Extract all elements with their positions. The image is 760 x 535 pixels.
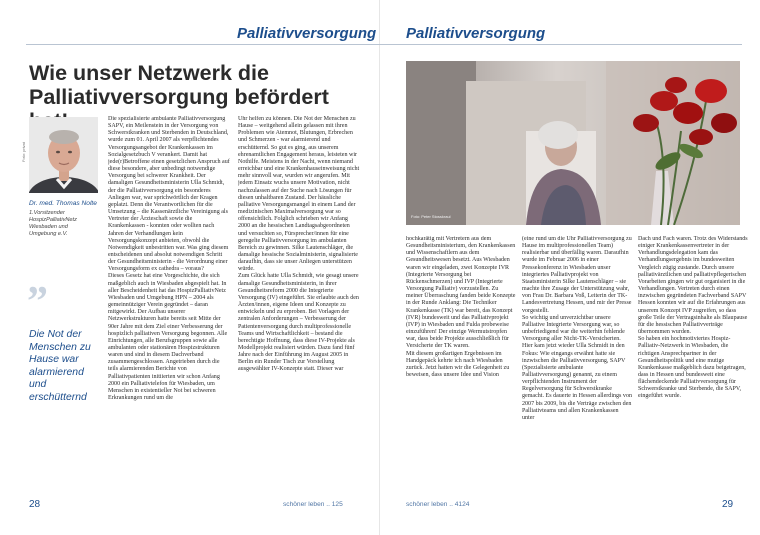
right-page bbox=[380, 0, 760, 535]
article-column-1 bbox=[108, 116, 230, 498]
photo-credit: Foto: Peter Stosskraul bbox=[411, 214, 451, 219]
paragraph: Dach und Fach waren. Trotz des Widerstands einiger Krankenkassenvertreter in der Verhandlungsdelegation kam das Verhandlungsergebnis im bundesweiten Vergleich zügig zustande. Durch unsere palliativärztlichen und palliativpflegerischen Vorarbeiten gingen wir gut organisiert in die Verhandlungen. Vertreten durch einen inzwischen gegründeten Fachverband SAPV Hessen konnten wir auf die Erfahrungen aus unserem Konzept IVP zugreifen, so dass große Teile der Vertragsinhalte als Blaupause für die hessischen Palliativverträge übernommen wurden. bbox=[638, 236, 748, 336]
pull-quote: Die Not der Menschen zu Hause war alarmierend und erschütternd bbox=[29, 329, 91, 403]
paragraph: (eine rund um die Uhr Palliativversorgung zu Hause im multiprofessionellen Team) realisierbar und überfällig waren. Daraufhin wurde im Februar 2006 in einer Pressekonferenz in Wiesbaden unser integriertes Palliativprojekt von Staatsministerin Silke Lautenschläger – sie machte ihre Zusage der Unterstützung wahr, von Frau Dr. Barbara Voß, Leiterin der TK-Landesvertretung Hessen, und mir der Presse vorgestellt. bbox=[522, 236, 632, 314]
section-rule bbox=[380, 44, 742, 45]
quote-mark-icon: ” bbox=[27, 279, 48, 325]
paragraph: So wichtig und unverzichtbar unsere Palliative Integrierte Versorgung war, so unbefriedigend war die weiterhin fehlende Versorgung aller Nicht-TK-Versicherten. Hier kam jetzt wieder Ulla Schmidt in den Fokus: Wie eingangs erwähnt hatte sie inzwischen die Palliativversorgung, SAPV (Spezialisierte ambulante Palliativversorgung) genannt, zu einem verpflichtenden Instrument der Regelversorgung für Schwerstkranke gemacht. Es dauerte in Hessen allerdings von 2007 bis 2009, bis die Verträge zwischen den Palliativteams und allen Krankenkassen unter bbox=[522, 314, 632, 421]
paragraph: Uhr helfen zu können. Die Not der Menschen zu Hause – weitgehend allein gelassen mit ihren Problemen wie Atemnot, Blutungen, Erbrechen und Schmerzen - war alarmierend und erschütternd. So gut es ging, aus unserem ehrenamtlichen Engagement heraus, leisteten wir Nothilfe. Meistens in der Nacht, wenn niemand erreichbar und eine Krankenhauseinweisung nicht mehr sinnvoll war, wurden wir angerufen. Mit jedem Einsatz wuchs unsere Motivation, nicht nachzulassen auf der Suche nach Lösungen für diesen unhaltbaren Zustand. Der häusliche palliative Versorgungsmangel in einem Land der medizinischen Maximalversorgung war so offensichtlich. Folglich schrieben wir Anfang 2000 an die hessischen Landtagsabgeordneten und versuchten so, Fürsprecher/innen für eine geregelte Palliativversorgung im ambulanten Bereich zu gewinnen. Silke Lautenschläger, die damalige hessische Sozialministerin, signalisierte daraufhin, dass sie unser Anliegen unterstützen würde. bbox=[238, 116, 360, 273]
article-column-5 bbox=[638, 236, 748, 498]
author-role: 1.Vorsitzender HospizPalliativNetz Wiesbaden und Umgebung e.V. bbox=[29, 210, 77, 237]
paragraph: Dieses Gesetz hat eine Vorgeschichte, die sich maßgeblich auch in Wiesbaden abgespielt hat. In aller Bescheidenheit hat das HospizPalliativNetz Wiesbaden und Umgebung HPN – 2004 als gemeinnütziger Verein gegründet – daran mitgewirkt. Der Aufbau unserer Netzwerkstrukturen hatte bereits seit Mitte der 90er Jahre mit dem Ziel einer Verbesserung der hospizlich palliativen Versorgung begonnen. Alle Einrichtungen, alle Berufsgruppen sowie alle ambulanten oder stationären Hospizstrukturen waren und sind in diesem Dachverband zusammengeschlossen. Angetrieben durch die teils alarmierenden Berichte von Palliativpatienten initiierten wir schon Anfang 2000 ein Palliativtelefon für Wiesbaden, um Menschen in existentieller Not bei schweren Erkrankungen rund um die bbox=[108, 273, 228, 402]
paragraph: Mit diesem großartigen Ergebnissen im Handgepäck kehrte ich nach Wiesbaden zurück. Jetzt hatten wir die Gelegenheit zu beweisen, dass unsere Idee und Vision bbox=[406, 350, 510, 378]
article-headline: Wie unser Netzwerk die Palliativversorgung befördert bbox=[29, 61, 329, 109]
article-column-2 bbox=[238, 116, 360, 498]
article-column-4 bbox=[522, 236, 632, 498]
portrait-photo-credit: Foto: privat bbox=[21, 141, 26, 162]
section-title: Palliativversorgung bbox=[237, 25, 377, 42]
author-name: Dr. med. Thomas Nolte bbox=[29, 200, 97, 207]
footer-magazine: schöner leben .. 125 bbox=[283, 501, 343, 508]
section-title: Palliativversorgung bbox=[406, 25, 546, 42]
paragraph: So haben ein hochmotiviertes Hospiz-Palliativ-Netzwerk in Wiesbaden, die richtigen Ansprechpartner in der Gesundheitspolitik und eine mutige Krankenkasse maßgeblich dazu beigetragen, dass in Hessen und bundesweit eine flächendeckende Palliativversorgung für Schwerstkranke und Sterbende, die SAPV, eingeführt wurde. bbox=[638, 336, 746, 400]
page-number: 29 bbox=[722, 499, 734, 510]
page-number: 28 bbox=[29, 499, 41, 510]
paragraph: Die spezialisierte ambulante Palliativversorgung SAPV, ein Meilenstein in der Versorgung von Schwerstkranken und Sterbenden in Deutschland, wurde zum 01. April 2007 als verpflichtendes Versorgungsangebot der Krankenkassen im Sozialgesetzbuch V verankert. Damit hat jede(r)Betroffene einen gesetzlichen Anspruch auf diese besondere, aber unbedingt notwendige Versorgung bei schwerer Krankheit. Der damaligen Gesundheitsministerin Ulla Schmidt, der die Palliativversorgung ein besonderes Anliegen war, war sprichwörtlich der Kragen geplatzt. Denn die Verantwortlichen für die Umsetzung – die Kassenärztliche Vereinigung als Vertreter der Ärzteschaft sowie die Krankenkassen - konnten oder wollten nach Jahren der Verhandlungen kein Versorgungskonzept anbieten, obwohl die Notwendigkeit unbestritten war. Was ging diesem entscheidenen und absolut notwendigen Schritt der Gesundheitsministerin - die Verordnung einer Versorgungsform ex cathedra – voraus? bbox=[108, 116, 230, 273]
article-column-3 bbox=[406, 236, 516, 498]
paragraph: hochkarätig mit Vertretern aus dem Gesundheitsministerium, den Krankenkassen und Wissenschaftlern aus dem Gesundheitswesen besetzt. Aus Wiesbaden waren wir eingeladen, zwei Konzepte IVR (Integrierte Versorgung bei Rückenschmerzen) und IVP (Integrierte Versorgung Palliativ) vorzustellen. Zu meiner Überraschung fanden beide Konzepte in der Runde Anklang: Die Techniker Krankenkasse (TK) war bereit, das Konzept (IVR) bundesweit und das Palliativprojekt (IVP) in Wiesbaden und Fulda probeweise einzuführen! Der einzige Wermutstropfen war, dass beide Projekte ausschließlich für Versicherte der TK waren. bbox=[406, 236, 516, 350]
article-photo bbox=[406, 61, 740, 225]
section-rule bbox=[26, 44, 380, 45]
author-portrait bbox=[29, 117, 98, 193]
paragraph: Zum Glück hatte Ulla Schmidt, wie gesagt unsere damalige Gesundheitsministerin, in ihrer Gesundheitsreform 2000 die Integrierte Versorgung (IV) eingeführt. Sie erlaubte auch den Ärzten/innen, eigene Ideen und Konzepte zu entwickeln und zu erproben. Bei Vorlagen der zentralen Anforderungen – Verbesserung der Patientenversorgung durch multiprofessionelle Teams und Wirtschaftlichkeit – bestand die berechtigte Hoffnung, dass diese IV-Projekte als Modellprojekt realisiert würden. Dazu fand fünf Jahre nach der Einführung im August 2005 in Berlin ein Runder Tisch zur Vorstellung ausgewählter IV-Konzepte statt. Dieser war bbox=[238, 273, 359, 373]
footer-magazine: schöner leben .. 4124 bbox=[406, 501, 470, 508]
